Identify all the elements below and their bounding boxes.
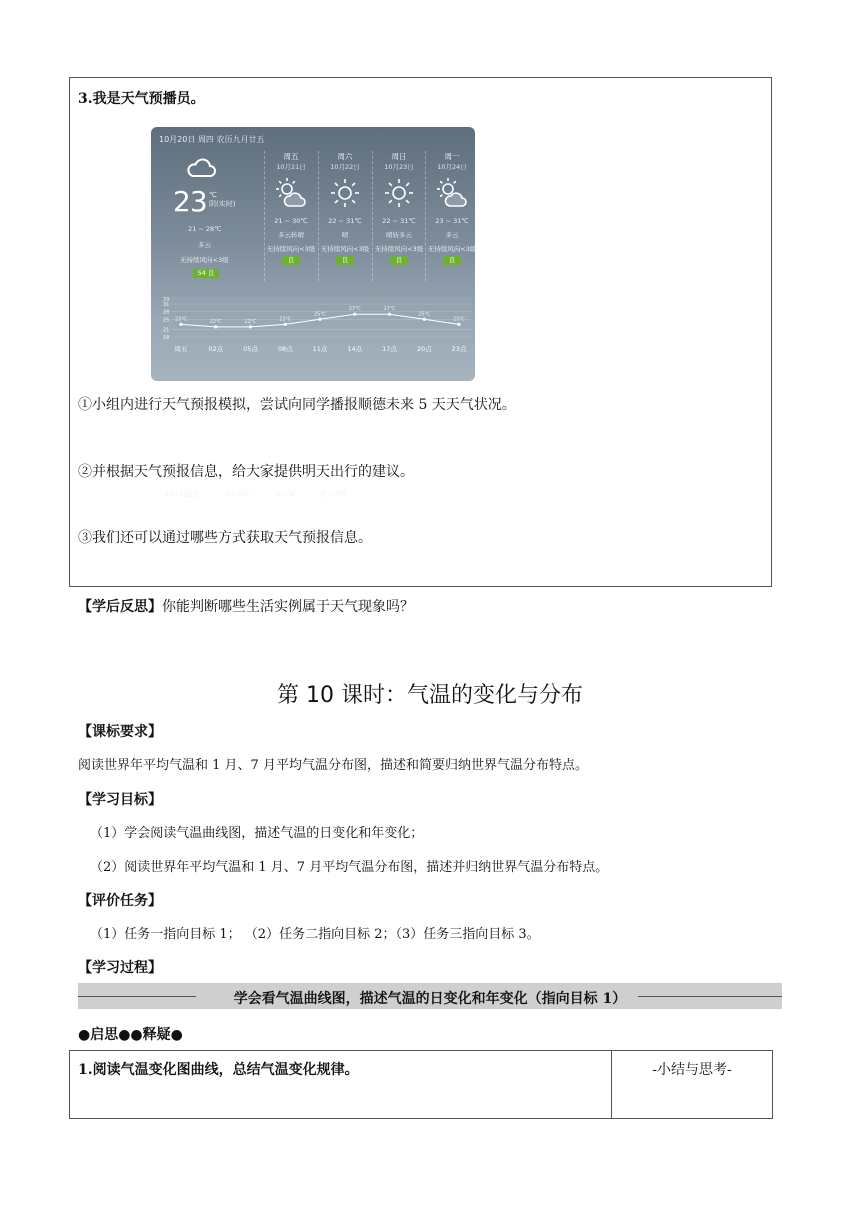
- sun-cloud-icon: [436, 177, 468, 209]
- tab-indices[interactable]: 相关指数: [311, 487, 355, 501]
- day-name: 周五: [283, 152, 299, 161]
- day-condition: 晴转多云: [386, 231, 412, 239]
- hourly-temp-chart: [151, 291, 475, 357]
- question-1: ①小组内进行天气预报模拟，尝试向同学播报顺德未来 5 天天气状况。: [78, 397, 516, 413]
- x-tick-label: 11点: [312, 345, 328, 353]
- day-condition: 多云转晴: [278, 231, 304, 239]
- day-range: 22 ~ 31℃: [328, 217, 362, 225]
- temp-data-label: 23℃: [453, 316, 465, 323]
- temp-data-label: 25℃: [314, 311, 326, 318]
- day-range: 23 ~ 31℃: [435, 217, 469, 225]
- day-range: 21 ~ 30℃: [274, 217, 308, 225]
- x-tick-label: 02点: [208, 345, 224, 353]
- inspire-heading: ●启思●●释疑●: [78, 1027, 183, 1043]
- temp-data-label: 25℃: [418, 311, 431, 318]
- y-tick-label: 31: [163, 302, 170, 309]
- temp-data-label: 27℃: [383, 306, 396, 313]
- forecast-day-fri: [266, 151, 316, 265]
- current-range: 21 ~ 28℃: [188, 225, 222, 233]
- day-wind: 无持续风向<3级: [320, 245, 370, 253]
- temp-data-label: 22℃: [244, 318, 257, 325]
- question-3: ③我们还可以通过哪些方式获取天气预报信息。: [78, 530, 372, 546]
- sun-icon: [383, 177, 415, 209]
- day-aqi-badge: 良: [443, 256, 461, 265]
- process-label: 【学习过程】: [78, 960, 162, 976]
- summary-label: -小结与思考-: [652, 1062, 732, 1078]
- standard-label: 【课标要求】: [78, 724, 162, 740]
- temp-data-label: 27℃: [348, 306, 361, 313]
- x-tick-label: 08点: [277, 345, 293, 353]
- forecast-day-mon: [427, 151, 477, 265]
- x-tick-label: 周五: [174, 345, 188, 353]
- x-tick-label: 05点: [243, 345, 258, 353]
- day-date: 10月21日: [276, 163, 306, 171]
- x-tick-label: 20点: [416, 345, 432, 353]
- day-name: 周日: [391, 152, 407, 161]
- tasks-text: （1）任务一指向目标 1； （2）任务二指向目标 2；（3）任务三指向目标 3。: [90, 927, 540, 942]
- temp-point: [318, 318, 321, 321]
- temp-point: [214, 325, 217, 328]
- reflection-line: [78, 596, 414, 616]
- chart-tabs: [151, 485, 475, 503]
- day-name: 周一: [444, 152, 460, 161]
- temp-data-label: 23℃: [279, 316, 292, 323]
- temp-unit: ℃: [209, 191, 217, 199]
- day-date: 10月23日: [384, 163, 414, 171]
- question-2: ②并根据天气预报信息，给大家提供明天出行的建议。: [78, 464, 414, 480]
- tab-wind[interactable]: 风力风向: [215, 487, 259, 501]
- sun-icon: [329, 177, 361, 209]
- current-condition: 多云: [198, 241, 211, 249]
- section-band: [78, 983, 782, 1009]
- temp-point: [388, 313, 391, 316]
- goal-1: （1）学会阅读气温曲线图，描述气温的日变化和年变化；: [90, 826, 424, 841]
- temp-point: [249, 325, 252, 328]
- lesson-title: 第 10 课时：气温的变化与分布: [277, 683, 583, 708]
- current-temp: 23: [173, 185, 207, 218]
- day-condition: 晴: [341, 231, 349, 239]
- x-tick-label: 23点: [451, 345, 467, 353]
- goal-2: （2）阅读世界年平均气温和 1 月、7 月平均气温分布图，描述并归纳世界气温分布特点。: [90, 860, 609, 875]
- day-date: 10月22日: [330, 163, 360, 171]
- temp-point: [179, 323, 182, 326]
- day-aqi-badge: 良: [336, 256, 354, 265]
- x-tick-label: 14点: [347, 345, 363, 353]
- goals-label: 【学习目标】: [78, 792, 162, 808]
- y-tick-label: 25: [163, 317, 170, 324]
- day-divider: [425, 151, 426, 281]
- day-range: 22 ~ 31℃: [382, 217, 416, 225]
- day-divider: [318, 151, 319, 281]
- day-date: 10月24日: [437, 163, 467, 171]
- day-wind: 无持续风向<3级: [266, 245, 316, 253]
- temp-point: [457, 323, 460, 326]
- current-unit: [209, 191, 235, 209]
- current-wind: 无持续风向<3级: [180, 256, 229, 264]
- day-condition: 多云: [445, 231, 459, 239]
- tasks-label: 【评价任务】: [78, 893, 162, 909]
- day-wind: 无持续风向<3级: [374, 245, 424, 253]
- temp-data-label: 22℃: [209, 318, 222, 325]
- y-tick-label: 33: [163, 297, 170, 303]
- temp-point: [353, 313, 356, 316]
- sun-cloud-icon: [275, 177, 307, 209]
- temp-point: [284, 323, 287, 326]
- cloud-icon: [185, 155, 217, 179]
- x-tick-label: 17点: [382, 345, 397, 353]
- band-title: 学会看气温曲线图，描述气温的日变化和年变化（指向目标 1）: [233, 991, 627, 1007]
- reflection-label: 【学后反思】: [78, 599, 162, 615]
- current-aqi-badge: 54 良: [193, 269, 219, 278]
- y-tick-label: 18: [163, 335, 170, 341]
- temp-data-label: 23℃: [175, 316, 187, 323]
- day-name: 周六: [337, 152, 353, 161]
- standard-text: 阅读世界年平均气温和 1 月、7 月平均气温分布图，描述和简要归纳世界气温分布特点。: [78, 758, 588, 773]
- forecast-day-sat: [320, 151, 370, 265]
- y-tick-label: 28: [163, 309, 170, 316]
- tab-precip[interactable]: 降水量: [263, 487, 307, 501]
- weather-date: 10月20日 周四 农历九月廿五: [159, 135, 265, 144]
- day-aqi-badge: 良: [390, 256, 408, 265]
- task-1: 1.阅读气温变化图曲线，总结气温变化规律。: [78, 1062, 359, 1078]
- day-divider: [372, 151, 373, 281]
- section-heading: 3.我是天气预播员。: [78, 91, 205, 107]
- y-tick-label: 21: [163, 327, 170, 334]
- current-desc: 阴(实时): [209, 200, 236, 208]
- day-wind: 无持续风向<3级: [427, 245, 477, 253]
- day-aqi-badge: 良: [282, 256, 300, 265]
- day-divider: [264, 151, 265, 281]
- reflection-text: 你能判断哪些生活实例属于天气现象吗？: [162, 599, 414, 615]
- tab-24h-temp[interactable]: 24小时温度: [164, 490, 200, 498]
- temp-point: [423, 318, 426, 321]
- forecast-day-sun: [374, 151, 424, 265]
